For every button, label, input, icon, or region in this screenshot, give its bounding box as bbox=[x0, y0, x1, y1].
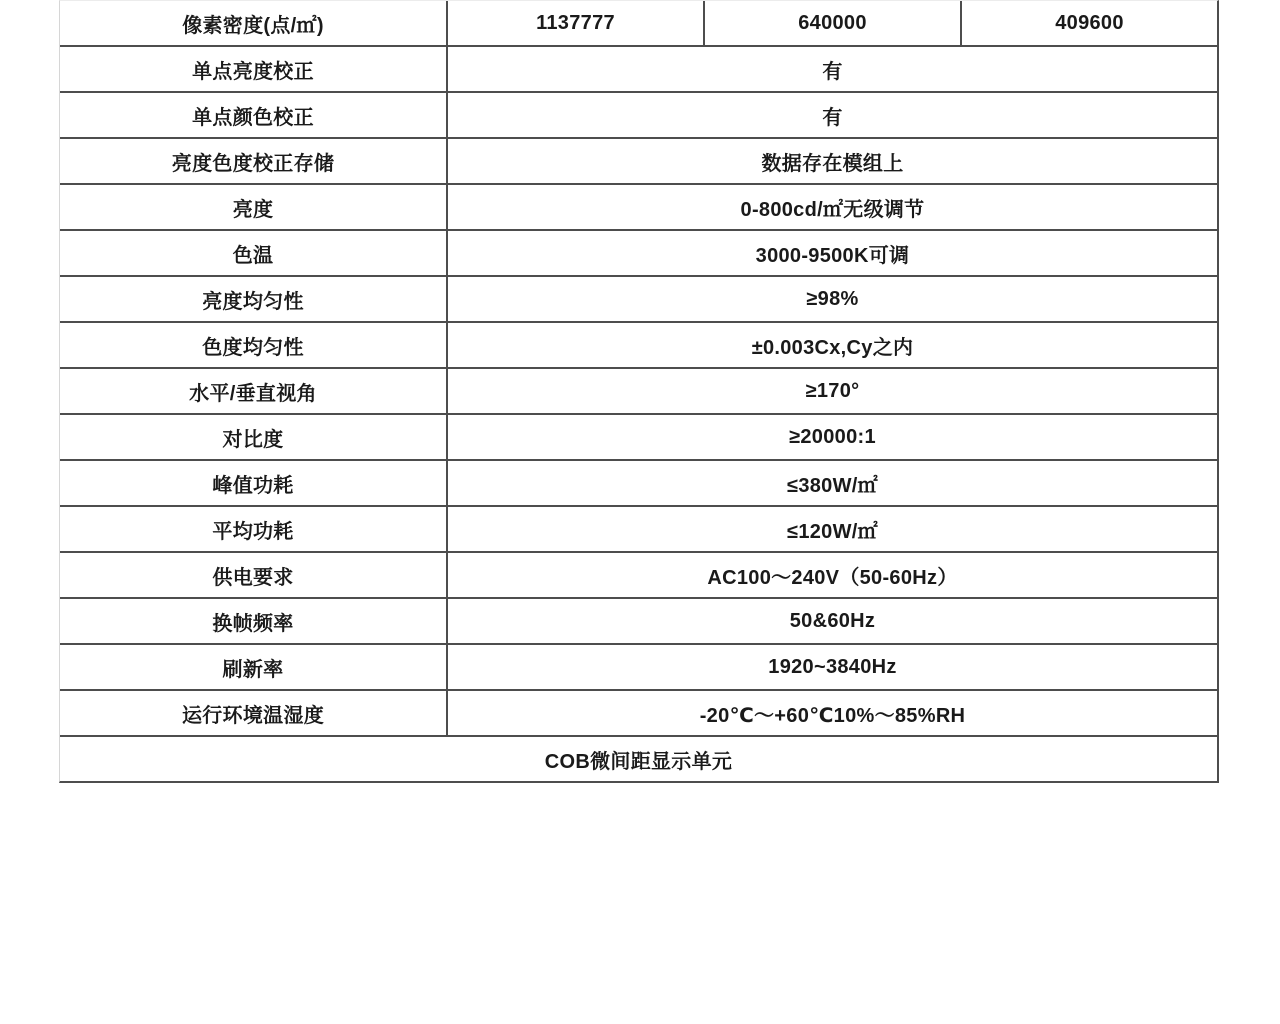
spec-value: ≤120W/㎡ bbox=[787, 520, 878, 543]
spec-label: 单点亮度校正 bbox=[60, 47, 448, 91]
spec-label: 运行环境温湿度 bbox=[60, 691, 448, 735]
spec-value: ≤380W/㎡ bbox=[787, 474, 878, 497]
spec-value: ±0.003Cx,Cy之内 bbox=[751, 336, 914, 359]
table-row bbox=[60, 553, 1217, 599]
spec-label: 刷新率 bbox=[60, 645, 448, 689]
table-row bbox=[60, 599, 1217, 645]
spec-label: 亮度均匀性 bbox=[60, 277, 448, 321]
spec-label: 峰值功耗 bbox=[60, 461, 448, 505]
spec-value: 3000-9500K可调 bbox=[755, 244, 910, 267]
spec-label: 色度均匀性 bbox=[60, 323, 448, 367]
spec-label: 对比度 bbox=[60, 415, 448, 459]
spec-label: 平均功耗 bbox=[60, 507, 448, 551]
spec-label: 像素密度(点/㎡) bbox=[60, 1, 448, 45]
table-row bbox=[60, 47, 1217, 93]
spec-value: 1920~3840Hz bbox=[768, 655, 897, 678]
table-footer-row bbox=[60, 737, 1217, 781]
table-row bbox=[60, 507, 1217, 553]
spec-label: 单点颜色校正 bbox=[60, 93, 448, 137]
spec-value: 有 bbox=[822, 106, 843, 129]
spec-value: 0-800cd/㎡无级调节 bbox=[740, 198, 925, 221]
table-row-pixel-density bbox=[60, 1, 1217, 47]
table-row bbox=[60, 185, 1217, 231]
spec-value-col3: 409600 bbox=[1055, 11, 1124, 34]
table-row bbox=[60, 645, 1217, 691]
table-footer-label: COB微间距显示单元 bbox=[544, 750, 733, 773]
table-row bbox=[60, 323, 1217, 369]
spec-value: 50&60Hz bbox=[789, 609, 876, 632]
spec-label: 供电要求 bbox=[60, 553, 448, 597]
table-row bbox=[60, 691, 1217, 737]
table-row bbox=[60, 369, 1217, 415]
spec-value: AC100～240V（50-60Hz） bbox=[707, 566, 958, 589]
spec-value: ≥170° bbox=[805, 379, 860, 402]
spec-value: -20℃～+60℃10%～85%RH bbox=[699, 704, 966, 727]
spec-label: 亮度 bbox=[60, 185, 448, 229]
table-row bbox=[60, 415, 1217, 461]
spec-label: 色温 bbox=[60, 231, 448, 275]
spec-value: 数据存在模组上 bbox=[761, 152, 904, 175]
spec-label: 亮度色度校正存储 bbox=[60, 139, 448, 183]
table-row bbox=[60, 139, 1217, 185]
table-row bbox=[60, 93, 1217, 139]
table-row bbox=[60, 277, 1217, 323]
spec-value-col1: 1137777 bbox=[448, 1, 705, 45]
spec-label: 水平/垂直视角 bbox=[60, 369, 448, 413]
spec-value-col2: 640000 bbox=[705, 1, 962, 45]
table-row bbox=[60, 461, 1217, 507]
spec-table bbox=[59, 0, 1219, 783]
table-row bbox=[60, 231, 1217, 277]
spec-value: ≥20000:1 bbox=[789, 425, 876, 448]
spec-label: 换帧频率 bbox=[60, 599, 448, 643]
spec-value: 有 bbox=[822, 60, 843, 83]
spec-value: ≥98% bbox=[806, 287, 859, 310]
